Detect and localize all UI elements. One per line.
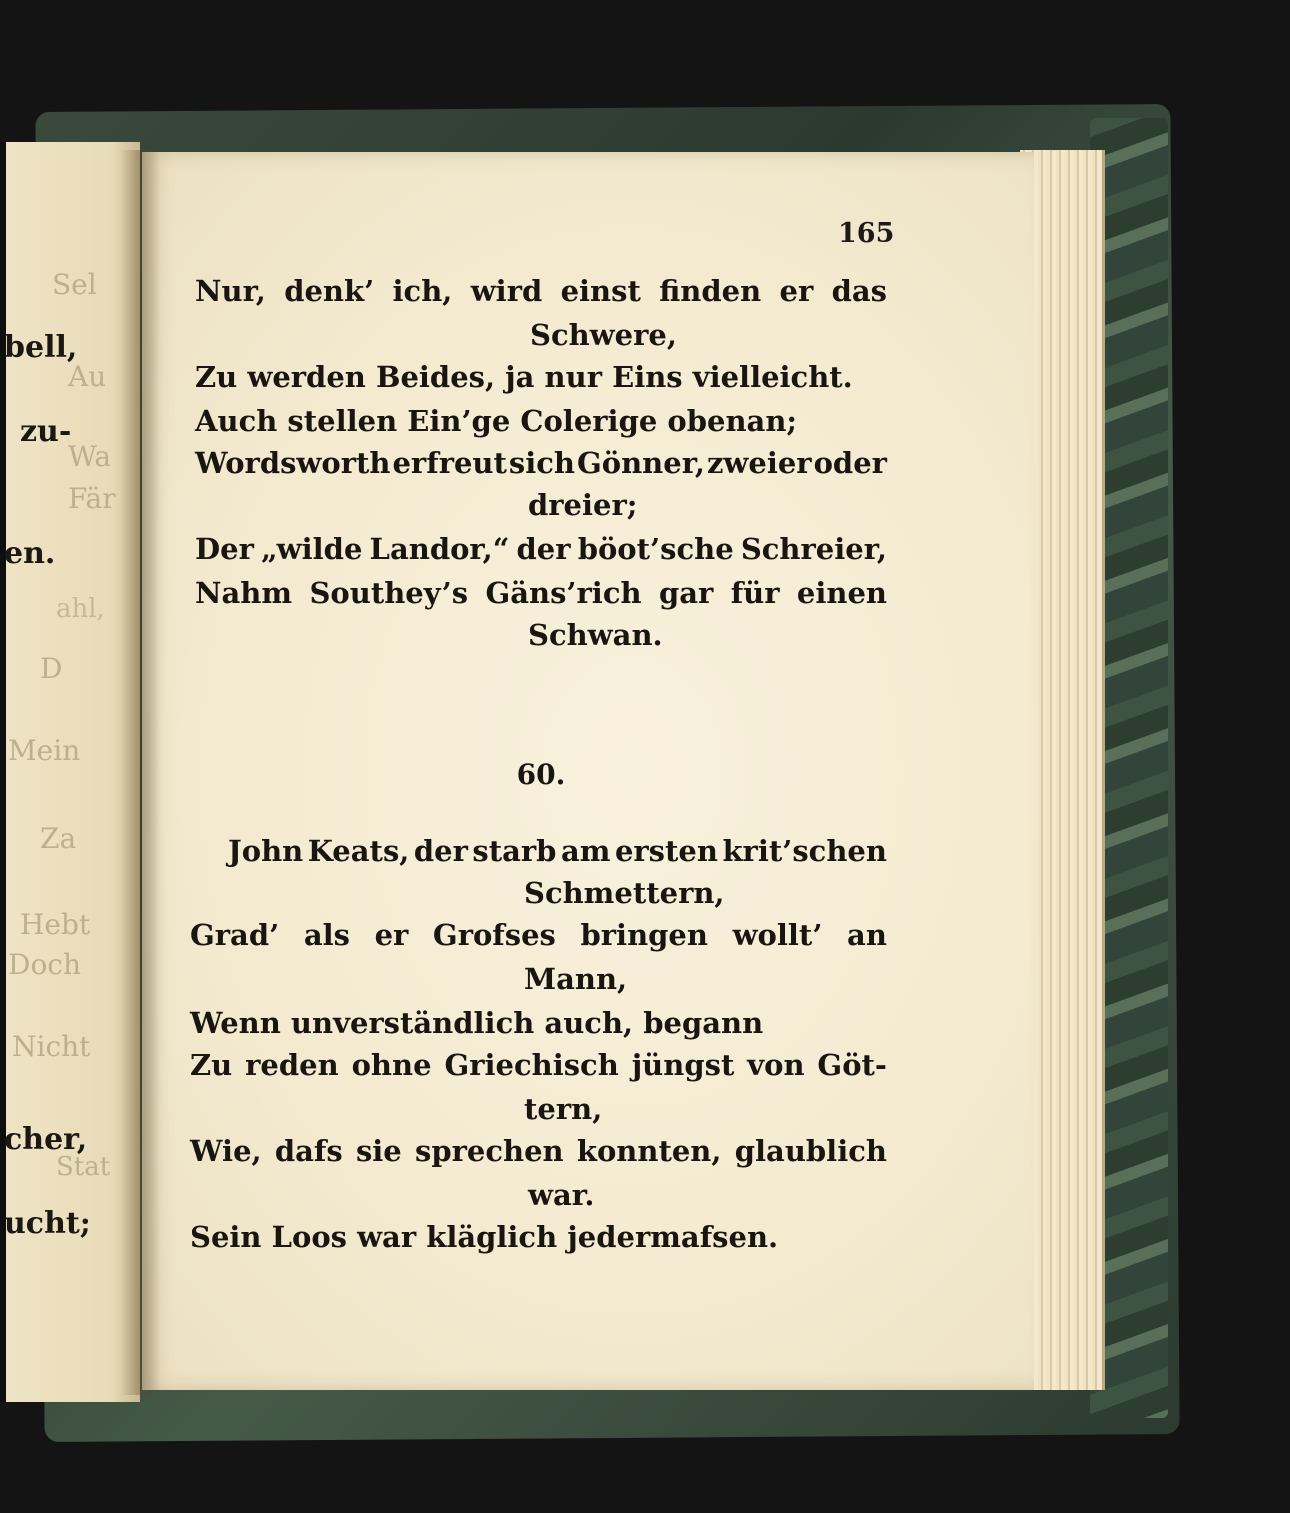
- verse-word: gar: [658, 576, 714, 610]
- verse-line-continuation: Schmettern,: [524, 876, 725, 910]
- verse-line: [190, 918, 887, 952]
- verse-word: Göt-: [817, 1048, 887, 1082]
- verse-word: Der: [195, 532, 254, 566]
- verse-line: Wenn unverständlich auch, begann: [190, 1006, 764, 1040]
- verse-word: bringen: [580, 918, 708, 952]
- left-page-fragment: Wa: [68, 440, 112, 473]
- verse-word: wird: [470, 274, 543, 308]
- verse-word: das: [831, 274, 887, 308]
- verse-word: Griechisch: [444, 1048, 619, 1082]
- verse-line: Sein Loos war kläglich jedermafsen.: [190, 1220, 779, 1254]
- verse-word: am: [560, 834, 611, 868]
- verse-word: Zu: [190, 1048, 233, 1082]
- left-page-fragment: Mein: [8, 734, 81, 767]
- verse-word: Wordsworth: [195, 446, 391, 480]
- left-page-fragment: Sel: [52, 268, 97, 301]
- left-page-fragment: cher,: [4, 1122, 88, 1157]
- verse-word: konnten,: [576, 1134, 722, 1168]
- verse-word: zweier: [706, 446, 812, 480]
- verse-word: einst: [560, 274, 641, 308]
- verse-word: wollt’: [732, 918, 823, 952]
- verse-word: starb: [472, 834, 557, 868]
- left-page-fragment: Stat: [56, 1152, 111, 1182]
- page-number: 165: [838, 218, 895, 249]
- verse-word: ersten: [614, 834, 718, 868]
- gutter-shadow: [120, 150, 160, 1395]
- verse-word: für: [730, 576, 780, 610]
- verse-line: [190, 1048, 887, 1082]
- verse-word: reden: [245, 1048, 339, 1082]
- left-page-fragment: Za: [40, 822, 77, 855]
- left-page-fragment: Hebt: [20, 908, 91, 941]
- verse-line: [195, 576, 887, 610]
- verse-line-continuation: Mann,: [524, 962, 628, 996]
- verse-word: von: [747, 1048, 805, 1082]
- verse-line: [195, 274, 887, 308]
- verse-line-continuation: Schwan.: [528, 618, 663, 652]
- verse-line: Auch stellen Ein’ge Colerige obenan;: [195, 404, 798, 438]
- left-page-fragment: Fär: [68, 482, 116, 515]
- left-page-fragment: bell,: [4, 330, 78, 365]
- left-page-fragment: D: [40, 652, 63, 685]
- verse-word: „wilde: [261, 532, 363, 566]
- left-page-fragment: Nicht: [12, 1030, 91, 1063]
- verse-word: erfreut: [392, 446, 507, 480]
- verse-word: ich,: [392, 274, 453, 308]
- verse-line: Zu werden Beides, ja nur Eins vielleicht.: [195, 360, 853, 394]
- verse-word: als: [303, 918, 350, 952]
- verse-word: glaublich: [734, 1134, 887, 1168]
- verse-word: er: [779, 274, 814, 308]
- verse-word: Grad’: [190, 918, 280, 952]
- verse-word: an: [847, 918, 887, 952]
- left-page-fragment: Doch: [8, 948, 82, 981]
- verse-line-continuation: Schwere,: [530, 318, 677, 352]
- left-page-fragment: Au: [68, 360, 107, 393]
- verse-word: böot’sche: [577, 532, 734, 566]
- verse-word: John: [228, 834, 304, 868]
- verse-word: sich: [508, 446, 575, 480]
- verse-word: krit’schen: [722, 834, 887, 868]
- verse-word: der: [413, 834, 468, 868]
- verse-word: Gönner,: [576, 446, 705, 480]
- verse-word: Grofses: [432, 918, 556, 952]
- verse-line: [228, 834, 887, 868]
- verse-word: oder: [813, 446, 887, 480]
- verse-word: Schreier,: [740, 532, 887, 566]
- left-page-fragment: zu-: [20, 414, 72, 449]
- verse-word: der: [516, 532, 571, 566]
- left-facing-page: [0, 142, 140, 1402]
- verse-line: [195, 532, 887, 566]
- verse-word: Keats,: [307, 834, 410, 868]
- left-page-fragment: ucht;: [4, 1206, 91, 1241]
- verse-word: jüngst: [631, 1048, 735, 1082]
- section-number: 60.: [516, 758, 566, 791]
- verse-word: ohne: [351, 1048, 432, 1082]
- verse-word: er: [374, 918, 409, 952]
- verse-line-continuation: tern,: [524, 1092, 603, 1126]
- left-page-fragment: ahl,: [56, 594, 105, 624]
- verse-word: Nur,: [195, 274, 266, 308]
- verse-word: Nahm: [195, 576, 293, 610]
- verse-word: Gäns’rich: [485, 576, 642, 610]
- verse-line-continuation: dreier;: [528, 488, 638, 522]
- verse-line: [195, 446, 887, 480]
- left-page-fragment: en.: [4, 536, 56, 571]
- verse-line: [190, 1134, 887, 1168]
- verse-word: Wie,: [190, 1134, 262, 1168]
- verse-word: dafs: [274, 1134, 343, 1168]
- verse-word: sprechen: [415, 1134, 564, 1168]
- verse-word: Landor,“: [369, 532, 510, 566]
- verse-word: sie: [355, 1134, 402, 1168]
- verse-word: finden: [659, 274, 762, 308]
- verse-word: denk’: [284, 274, 375, 308]
- verse-line-continuation: war.: [528, 1178, 595, 1212]
- verse-word: einen: [796, 576, 887, 610]
- verse-word: Southey’s: [309, 576, 469, 610]
